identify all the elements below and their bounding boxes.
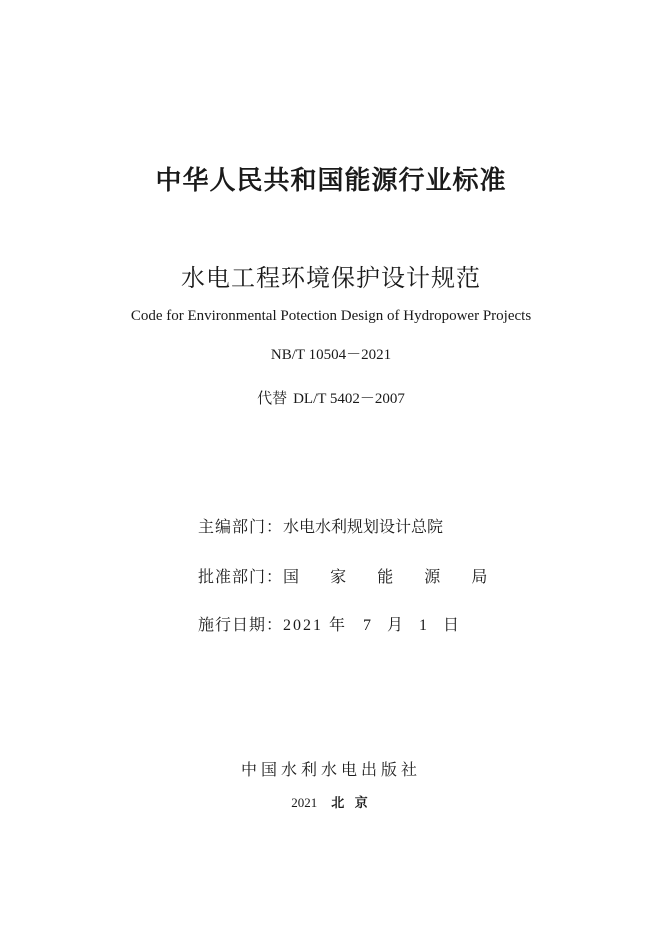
editor-value: 水电水利规划设计总院 <box>283 517 444 536</box>
replaced-standard-number: DL/T 5402－2007 <box>293 391 405 407</box>
editor-row <box>198 514 443 537</box>
approver-row <box>198 564 500 587</box>
approver-value: 国 家 能 源 局 <box>283 567 501 586</box>
publisher-name: 中国水利水电出版社 <box>240 760 421 779</box>
publication-city: 北 京 <box>331 796 371 811</box>
effective-month-unit: 月 <box>387 615 404 634</box>
standard-category-title: 中华人民共和国能源行业标准 <box>155 166 507 196</box>
effective-day: 1 <box>419 617 428 634</box>
english-document-title: Code for Environmental Potection Design of Hydropower Projects <box>130 308 532 324</box>
effective-date-row <box>198 612 459 635</box>
standard-number: NB/T 10504－2021 <box>270 347 392 363</box>
publication-place-year <box>0 792 662 811</box>
editor-label: 主编部门： <box>198 517 284 536</box>
effective-day-unit: 日 <box>443 615 460 634</box>
approver-label: 批准部门： <box>198 567 284 586</box>
chinese-document-title: 水电工程环境保护设计规范 <box>181 264 481 292</box>
effective-date-label: 施行日期： <box>198 615 284 634</box>
effective-year-unit: 年 <box>329 615 346 634</box>
effective-month: 7 <box>363 617 372 634</box>
effective-year: 2021 <box>283 617 324 634</box>
replaces-label: 代替 <box>257 389 288 407</box>
replaces-line <box>0 387 662 408</box>
publication-year: 2021 <box>291 795 318 810</box>
